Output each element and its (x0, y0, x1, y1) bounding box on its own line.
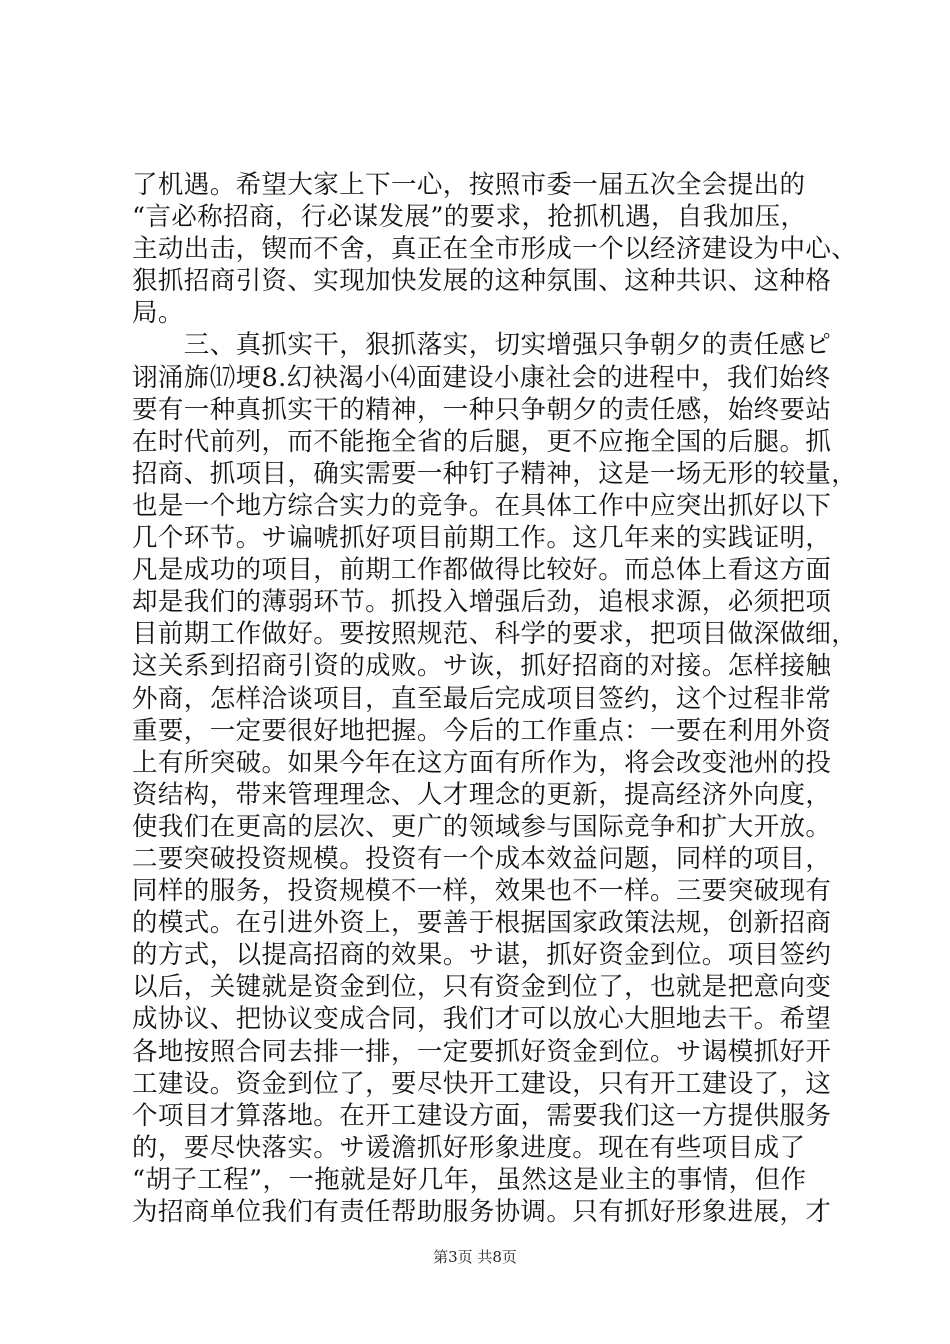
text-line: 目前期工作做好。要按照规范、科学的要求，把项目做深做细， (132, 619, 858, 650)
text-line: 凡是成功的项目，前期工作都做得比较好。而总体上看这方面 (132, 555, 832, 586)
text-line: 成协议、把协议变成合同，我们才可以放心大胆地去干。希望 (132, 1004, 832, 1035)
text-line: 以后，关键就是资金到位，只有资金到位了，也就是把意向变 (132, 972, 832, 1003)
text-line: 同样的服务，投资规模不一样，效果也不一样。三要突破现有 (132, 876, 832, 907)
text-line: 三、真抓实干，狠抓落实，切实增强只争朝夕的责任感ピ (132, 330, 832, 361)
text-line: 的方式，以提高招商的效果。サ谌，抓好资金到位。项目签约 (132, 940, 832, 971)
text-line: 也是一个地方综合实力的竞争。在具体工作中应突出抓好以下 (132, 490, 832, 521)
text-line: 主动出击，锲而不舍，真正在全市形成一个以经济建设为中心、 (132, 234, 858, 265)
text-line: 上有所突破。如果今年在这方面有所作为，将会改变池州的投 (132, 747, 832, 778)
text-line: 要有一种真抓实干的精神，一种只争朝夕的责任感，始终要站 (132, 394, 832, 425)
text-line: 的模式。在引进外资上，要善于根据国家政策法规，创新招商 (132, 908, 832, 939)
text-line: “胡子工程”，一拖就是好几年，虽然这是业主的事情，但作 (132, 1164, 807, 1195)
text-line: 在时代前列，而不能拖全省的后腿，更不应拖全国的后腿。抓 (132, 426, 832, 457)
text-line: 使我们在更高的层次、更广的领域参与国际竞争和扩大开放。 (132, 811, 832, 842)
text-line: 资结构，带来管理理念、人才理念的更新，提高经济外向度， (132, 779, 832, 810)
text-line: 狠抓招商引资、实现加快发展的这种氛围、这种共识、这种格 (132, 266, 832, 297)
text-line: 了机遇。希望大家上下一心，按照市委一届五次全会提出的 (132, 170, 806, 200)
text-line: 却是我们的薄弱环节。抓投入增强后劲，追根求源，必须把项 (132, 587, 832, 618)
text-line: “言必称招商，行必谋发展”的要求，抢抓机遇，自我加压， (132, 202, 807, 233)
text-line: 这关系到招商引资的成败。サ诙，抓好招商的对接。怎样接触 (132, 651, 832, 682)
text-line: 二要突破投资规模。投资有一个成本效益问题，同样的项目， (132, 843, 832, 874)
text-line: 个项目才算落地。在开工建设方面，需要我们这一方提供服务 (132, 1100, 832, 1131)
text-line: 招商、抓项目，确实需要一种钉子精神，这是一场无形的较量， (132, 458, 858, 489)
text-line: 为招商单位我们有责任帮助服务协调。只有抓好形象进展，才 (132, 1197, 832, 1227)
text-line: 诩涌旆⒄埂8.幻袂渴小⑷面建设小康社会的进程中，我们始终 (132, 362, 831, 393)
text-line: 几个环节。サ谝唬抓好项目前期工作。这几年来的实践证明， (132, 523, 832, 554)
text-line: 局。 (132, 298, 184, 329)
text-line: 的，要尽快落实。サ谖澹抓好形象进度。现在有些项目成了 (132, 1132, 806, 1163)
text-line: 重要，一定要很好地把握。今后的工作重点：一要在利用外资 (132, 715, 832, 746)
body-text (132, 169, 858, 1228)
text-line: 各地按照合同去排一排，一定要抓好资金到位。サ谒模抓好开 (132, 1036, 832, 1067)
page-number-footer: 第3页 共8页 (433, 1248, 517, 1266)
text-line: 工建设。资金到位了，要尽快开工建设，只有开工建设了，这 (132, 1068, 832, 1099)
text-line: 外商，怎样洽谈项目，直至最后完成项目签约，这个过程非常 (132, 683, 832, 714)
